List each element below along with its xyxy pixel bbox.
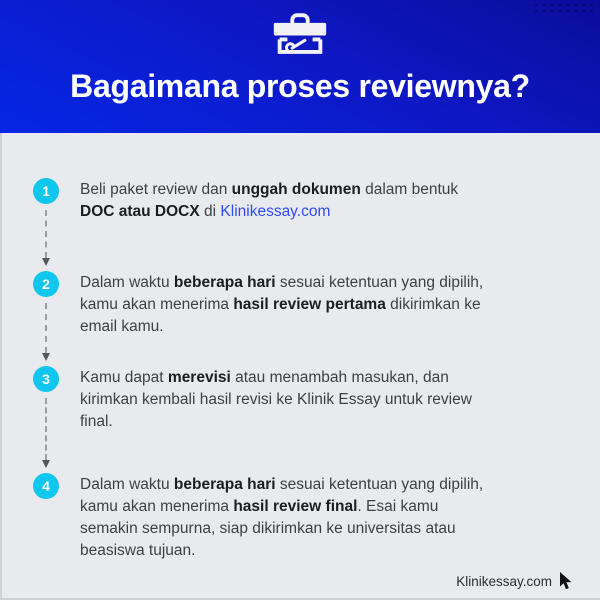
header xyxy=(0,0,600,133)
step-row-1 xyxy=(33,176,573,223)
dots-pattern xyxy=(532,2,596,16)
step-number: 2 xyxy=(42,276,50,292)
arrow-down-icon xyxy=(42,460,50,468)
inline-link[interactable]: Klinikessay.com xyxy=(220,203,331,220)
page-title: Bagaimana proses reviewnya? xyxy=(70,68,530,104)
step-text: Kamu dapat merevisi atau menambah masukan, dan kirimkan kembali hasil revisi ke Klinik Essay untuk review final. xyxy=(80,369,472,430)
step-number-badge xyxy=(33,366,59,392)
step-number-badge xyxy=(33,271,59,297)
step-number-badge xyxy=(33,473,59,499)
arrow-down-icon xyxy=(42,353,50,361)
arrow-down-icon xyxy=(42,258,50,266)
cursor-icon xyxy=(559,572,574,590)
toolbox-icon xyxy=(269,12,331,59)
step-number: 4 xyxy=(42,478,50,494)
step-connector-arrow xyxy=(45,303,47,361)
step-row-4 xyxy=(33,471,573,562)
step-number-badge xyxy=(33,178,59,204)
step-connector-arrow xyxy=(45,398,47,468)
step-connector-arrow xyxy=(45,210,47,266)
step-row-2 xyxy=(33,269,573,338)
step-text: Dalam waktu beberapa hari sesuai ketentuan yang dipilih, kamu akan menerima hasil review pertama dikirimkan ke email kamu. xyxy=(80,274,484,335)
footer-site-label: Klinikessay.com xyxy=(456,573,552,589)
step-number: 1 xyxy=(42,183,50,199)
dashed-line xyxy=(45,398,47,460)
dashed-line xyxy=(45,210,47,258)
step-row-3 xyxy=(33,364,573,433)
step-text: Dalam waktu beberapa hari sesuai ketentuan yang dipilih, kamu akan menerima hasil review final. Esai kamu semakin sempurna, siap dikirimkan ke universitas atau beasiswa tujuan. xyxy=(80,476,484,559)
footer xyxy=(456,572,574,590)
step-number: 3 xyxy=(42,371,50,387)
step-text: Beli paket review dan unggah dokumen dalam bentuk DOC atau DOCX di Klinikessay.com xyxy=(80,181,459,220)
dashed-line xyxy=(45,303,47,353)
